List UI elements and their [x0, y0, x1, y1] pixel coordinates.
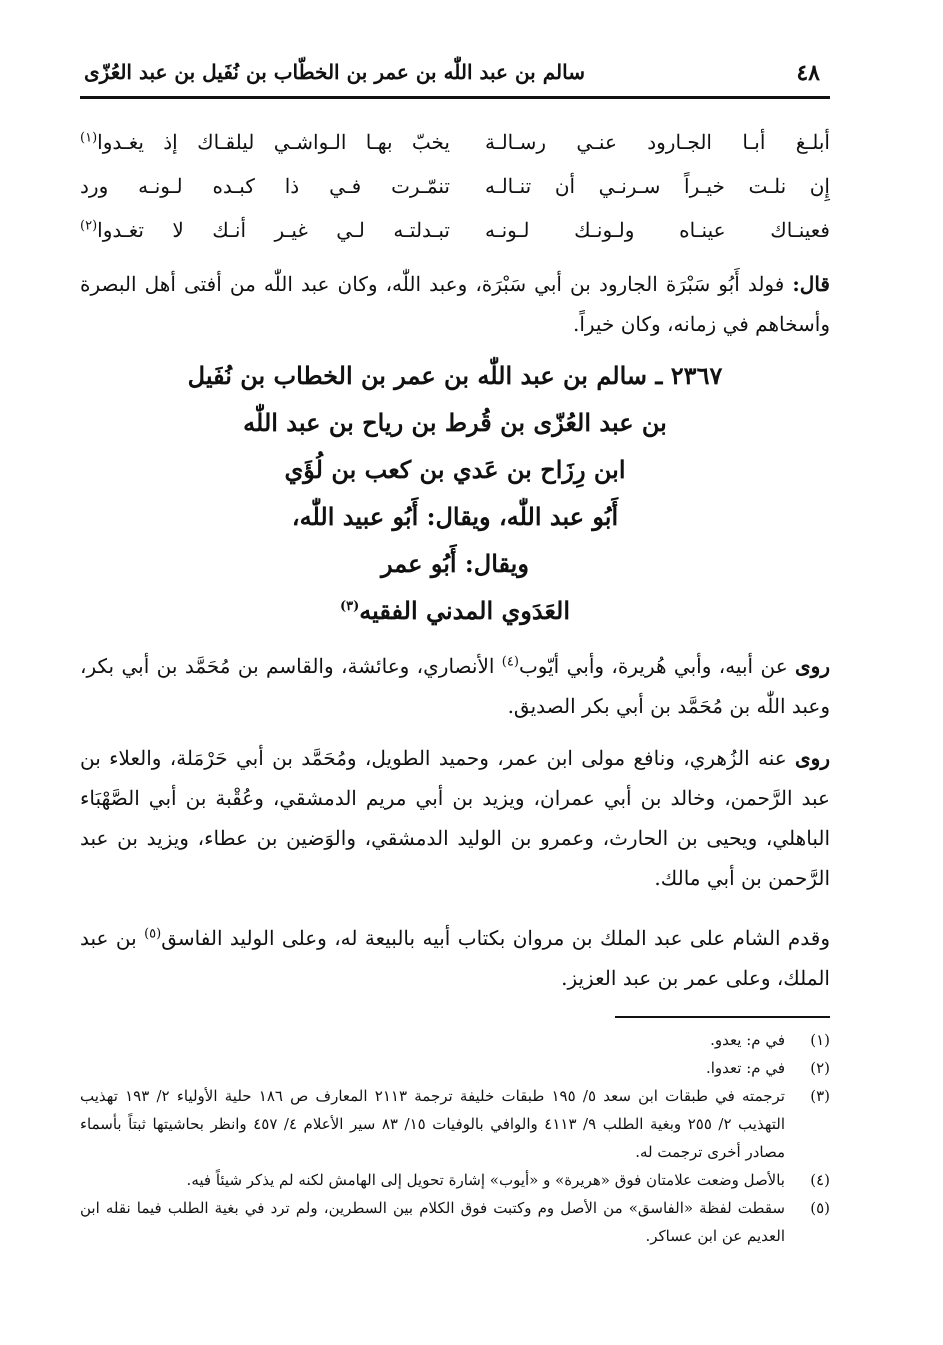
- footnote: [80, 1194, 830, 1250]
- qala-paragraph: [80, 264, 830, 344]
- entry-line: ٢٣٦٧ ـ سالم بن عبد اللّٰه بن عمر بن الخطاب بن نُفَيل: [187, 361, 723, 390]
- first-hemistich: أبلـغ أبـا الجـارود عنـي رسـالـة: [485, 130, 830, 154]
- rawa-lead: روى: [795, 746, 830, 770]
- footnotes: [80, 1026, 830, 1250]
- footnote-ref[interactable]: (٣): [339, 599, 360, 614]
- running-header: [80, 58, 830, 98]
- footnote-ref[interactable]: (١): [80, 130, 98, 146]
- qala-text: فولد أَبُو سَبْرَة الجارود بن أبي سَبْرَة، وعبد اللّٰه، وكان عبد اللّٰه من أفتى أهل البصرة وأسخاهم في زمانه، وكان خيراً.: [80, 272, 830, 336]
- poem: [80, 120, 830, 252]
- footnote: [80, 1054, 830, 1082]
- qala-lead: قال:: [792, 272, 830, 296]
- page-number: ٤٨: [796, 60, 820, 86]
- first-hemistich: فعينـاك عينـاه ولـونـك لـونـه: [485, 218, 830, 242]
- entry-line: العَدَوي المدني الفقيه$^{(٣)}$: [339, 596, 571, 625]
- qadima-paragraph: وقدم الشام على عبد الملك بن مروان بكتاب أبيه بالبيعة له، وعلى الوليد الفاسق$^{(٥)}$ بن عبد الملك، وعلى عمر بن عبد العزيز.: [80, 926, 831, 990]
- poem-line: [80, 208, 830, 252]
- footnote-text: في م: يعدو.: [710, 1031, 785, 1049]
- second-hemistich: يخبّ بهـا الـواشـي ليلقـاك إذ يغـدوا$^{(١)}$: [80, 130, 450, 154]
- first-hemistich: إِن نلـت خيـراً سـرنـي أن تنـالـه: [485, 174, 830, 198]
- poem-line: [80, 164, 830, 208]
- footnote-text: في م: تعدوا.: [705, 1059, 785, 1077]
- rawa-paragraph-2: روى عنه الزُهري، ونافع مولى ابن عمر، وحميد الطويل، ومُحَمَّد بن أبي حَرْمَلة، والعلاء بن عبد الرَّحمن، وخالد بن أبي عمران، ويزيد بن أبي مريم الدمشقي، وعُقْبة بن أبي الصَّهْبَاء الباهلي، ويحيى بن الحارث، وعمرو بن الوليد الدمشقي، والوَضين بن عطاء، ويزيد بن عبد الرَّحمن بن أبي مالك.: [80, 746, 830, 890]
- rawa-lead: روى: [795, 654, 831, 678]
- footnote-number: (٢): [810, 1059, 830, 1077]
- footnote-ref[interactable]: (٤): [501, 654, 519, 670]
- footnote-text: بالأصل وضعت علامتان فوق «هريرة» و «أيوب» إشارة تحويل إلى الهامش لكنه لم يذكر شيئاً فيه.: [186, 1171, 785, 1189]
- footnote-number: (١): [810, 1031, 830, 1049]
- poem-line: [80, 120, 830, 164]
- second-hemistich: تبـدلتـه لـي غيـر أنـك لا تغـدوا$^{(٢)}$: [80, 218, 450, 242]
- entry-line: ابن رِزَاح بن عَدي بن كعب بن لُؤَي: [284, 455, 626, 484]
- entry-line: أَبُو عبد اللّٰه، ويقال: أَبُو عبيد اللّٰه،: [291, 502, 619, 531]
- header-rule: [80, 96, 830, 99]
- footnote-ref[interactable]: (٢): [80, 218, 98, 234]
- footnote: [80, 1166, 830, 1194]
- footnote-text: ترجمته في طبقات ابن سعد ٥/ ١٩٥ طبقات خليفة ترجمة ٢١١٣ المعارف ص ١٨٦ حلية الأولياء ٢/ ١٩٣ تهذيب التهذيب ٢/ ٢٥٥ وبغية الطلب ٩/ ٤١١٣ والوافي بالوفيات ١٥/ ٨٣ سير الأعلام ٤/ ٤٥٧ وانظر بحاشيتها ثبتاً بأسماء مصادر أخرى ترجمت له.: [80, 1087, 785, 1161]
- second-hemistich: تنمّـرت فـي ذا كبـده لـونـه ورد: [80, 174, 450, 198]
- footnote: [80, 1026, 830, 1054]
- footnote-separator: [615, 1016, 830, 1018]
- running-title: سالم بن عبد اللّٰه بن عمر بن الخطّاب بن نُفَيل بن عبد العُزّى: [84, 60, 585, 84]
- entry-line: بن عبد العُزّى بن قُرط بن رياح بن عبد اللّٰه: [243, 408, 667, 437]
- footnote-text: سقطت لفظة «الفاسق» من الأصل وم وكتبت فوق الكلام بين السطرين، ولم ترد في بغية الطلب فيما نقله ابن العديم عن ابن عساكر.: [80, 1199, 785, 1245]
- footnote-number: (٤): [810, 1171, 830, 1189]
- entry-line: ويقال: أَبُو عمر: [381, 549, 529, 578]
- footnote-number: (٥): [810, 1199, 830, 1217]
- rawa-paragraph-1: روى عن أبيه، وأبي هُريرة، وأبي أيّوب$^{(٤)}$ الأنصاري، وعائشة، والقاسم بن مُحَمَّد بن أبي بكر، وعبد اللّٰه بن مُحَمَّد بن أبي بكر الصديق.: [80, 654, 831, 718]
- footnote: [80, 1082, 830, 1166]
- footnote-ref[interactable]: (٥): [144, 926, 162, 942]
- entry-heading: [80, 352, 830, 634]
- footnote-number: (٣): [810, 1087, 830, 1105]
